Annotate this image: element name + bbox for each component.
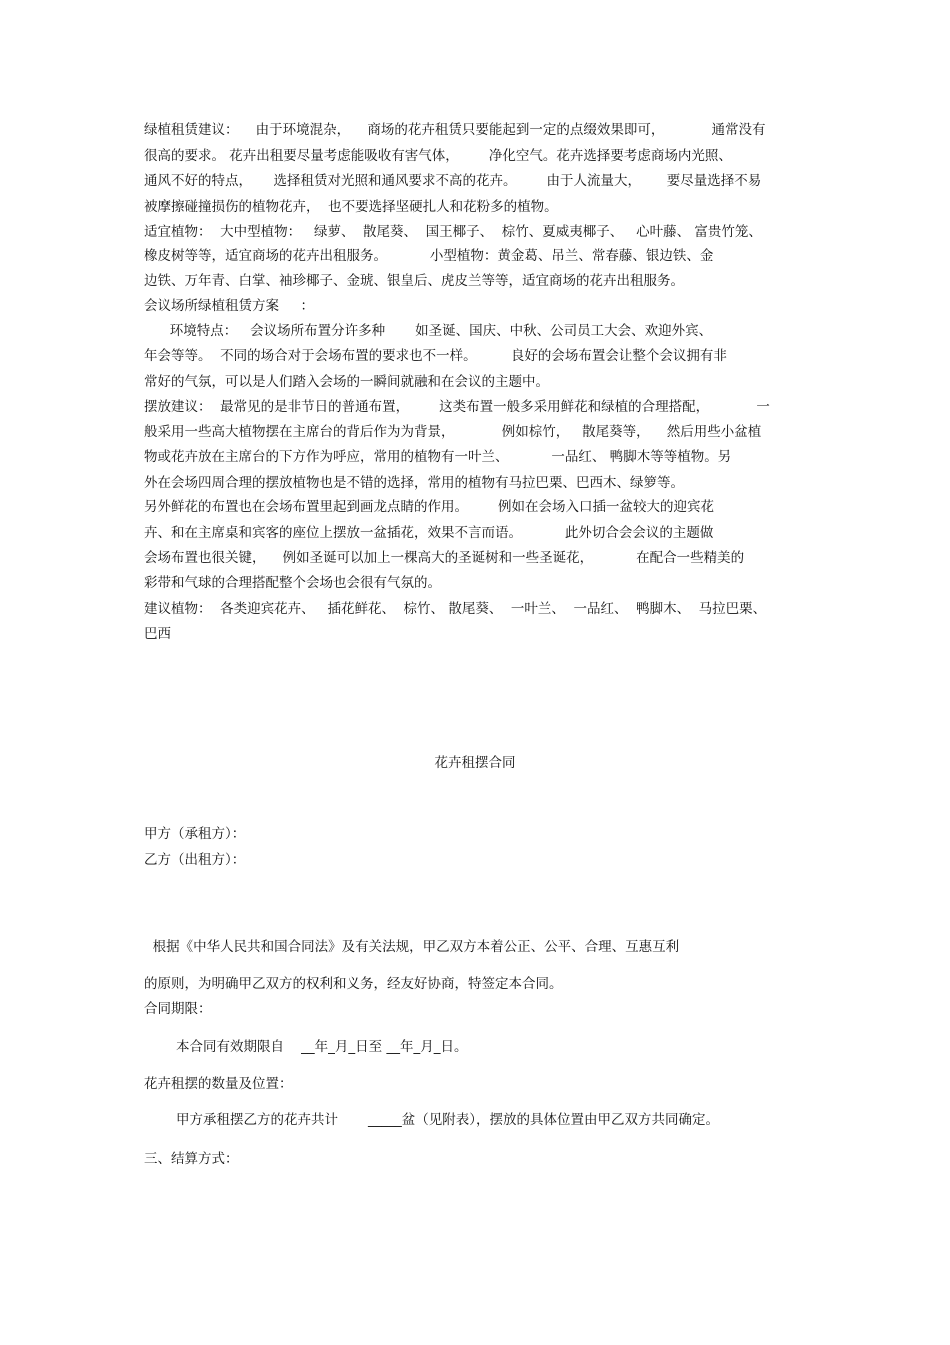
article-line: 彩带和气球的合理搭配整个会场也会很有气氛的。 (144, 575, 441, 591)
article-line: 巴西 (144, 626, 171, 642)
term-heading: 合同期限： (144, 1001, 212, 1017)
article-line: 边铁、万年青、白掌、袖珍椰子、金琥、银皇后、虎皮兰等等，适宜商场的花卉出租服务。 (144, 273, 684, 289)
article-line: 会场布置也很关键， 例如圣诞可以加上一棵高大的圣诞树和一些圣诞花， 在配合一些精美的 (144, 550, 745, 566)
article-line: 另外鲜花的布置也在会场布置里起到画龙点睛的作用。 例如在会场入口插一盆较大的迎宾花 (144, 499, 715, 515)
quantity-heading: 花卉租摆的数量及位置： (144, 1076, 293, 1092)
article-line: 环境特点： 会议场所布置分许多种 如圣诞、国庆、中秋、公司员工大会、欢迎外宾、 (144, 323, 713, 339)
article-line: 外在会场四周合理的摆放植物也是不错的选择，常用的植物有马拉巴栗、巴西木、绿箩等。 (144, 475, 684, 491)
article-line: 绿植租赁建议： 由于环境混杂， 商场的花卉租赁只要能起到一定的点缀效果即可， 通常没有 (144, 122, 766, 138)
party-a-label: 甲方（承租方）： (144, 826, 246, 842)
article-line: 被摩擦碰撞损伤的植物花卉， 也不要选择坚硬扎人和花粉多的植物。 (144, 199, 558, 215)
contract-title: 花卉租摆合同 (434, 755, 516, 771)
article-line: 常好的气氛，可以是人们踏入会场的一瞬间就融和在会议的主题中。 (144, 374, 549, 390)
party-b-label: 乙方（出租方）： (144, 852, 246, 868)
article-line: 适宜植物： 大中型植物： 绿萝、 散尾葵、 国王椰子、 棕竹、夏威夷椰子、 心叶藤、 富贵竹笼、 (144, 224, 762, 240)
settlement-heading: 三、结算方式： (144, 1151, 239, 1167)
quantity-text: 甲方承租摆乙方的花卉共计 _____盆（见附表），摆放的具体位置由甲乙双方共同确定。 (176, 1112, 720, 1128)
article-line: 很高的要求。 花卉出租要尽量考虑能吸收有害气体， 净化空气。花卉选择要考虑商场内光照、 (144, 148, 732, 164)
article-line: 摆放建议： 最常见的是非节日的普通布置， 这类布置一般多采用鲜花和绿植的合理搭配， 一 (144, 399, 770, 415)
article-line: 通风不好的特点， 选择租赁对光照和通风要求不高的花卉。 由于人流量大， 要尽量选择不易 (144, 173, 762, 189)
article-line: 物或花卉放在主席台的下方作为呼应，常用的植物有一叶兰、 一品红、 鸭脚木等等植物。另 (144, 449, 732, 465)
article-line: 橡皮树等等，适宜商场的花卉出租服务。 小型植物：黄金葛、吊兰、常春藤、银边铁、金 (144, 248, 714, 264)
preamble-line: 的原则，为明确甲乙双方的权利和义务，经友好协商，特签定本合同。 (144, 976, 563, 992)
article-line: 建议植物： 各类迎宾花卉、 插花鲜花、 棕竹、 散尾葵、 一叶兰、 一品红、 鸭脚木、 马拉巴栗、 (144, 601, 767, 617)
term-text: 本合同有效期限自 __年_月_日至 __年_月_日。 (176, 1039, 468, 1055)
article-line: 卉、和在主席桌和宾客的座位上摆放一盆插花，效果不言而语。 此外切合会会议的主题做 (144, 525, 714, 541)
preamble-line: 根据《中华人民共和国合同法》及有关法规，甲乙双方本着公正、公平、合理、互惠互利 (144, 939, 680, 955)
article-line: 年会等等。 不同的场合对于会场布置的要求也不一样。 良好的会场布置会让整个会议拥有非 (144, 348, 727, 364)
section-heading: 会议场所绿植租赁方案 ： (144, 298, 314, 314)
article-line: 般采用一些高大植物摆在主席台的背后作为为背景， 例如棕竹， 散尾葵等， 然后用些小盆植 (144, 424, 762, 440)
